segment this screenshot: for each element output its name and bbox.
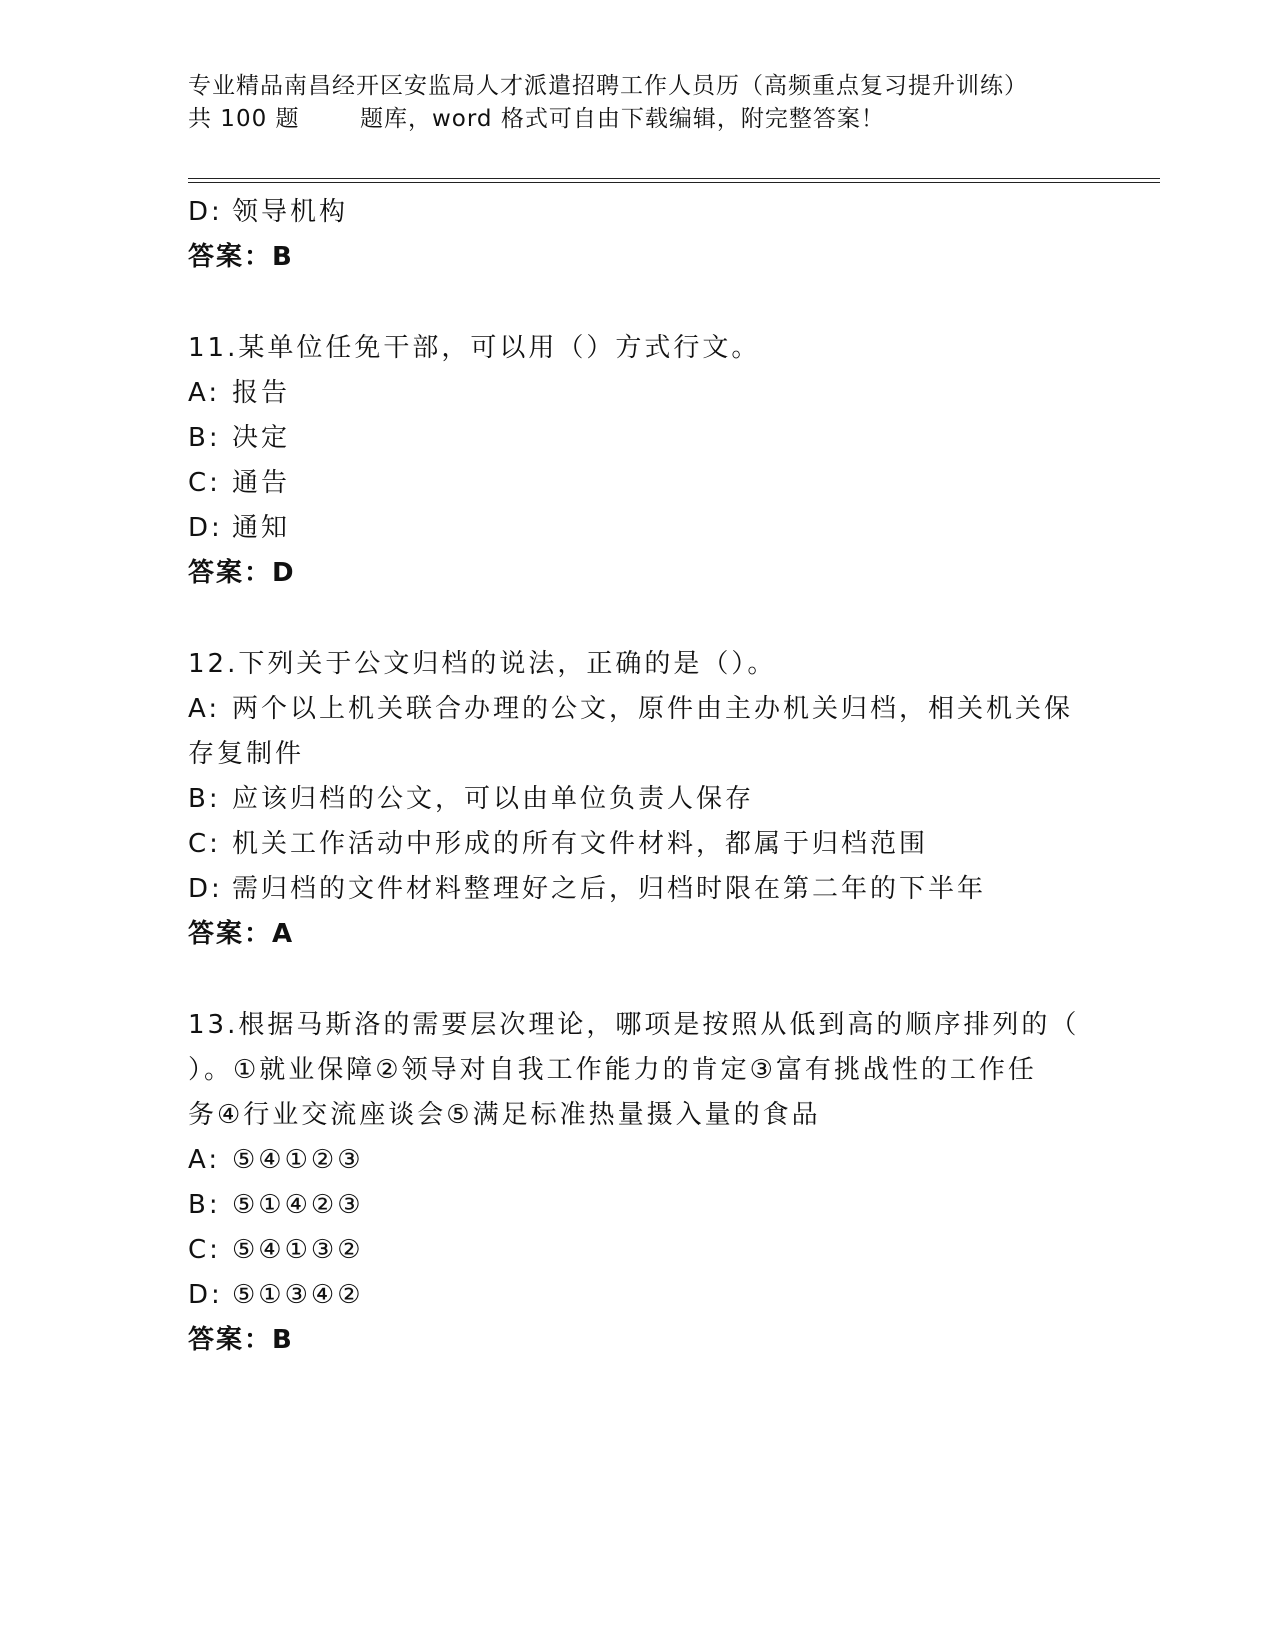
- question-title: 11.某单位任免干部，可以用（）方式行文。: [188, 333, 761, 363]
- option-text: ⑤④①②③: [232, 1145, 364, 1175]
- option-d: [188, 1273, 1088, 1318]
- question-count: 共 100 题: [188, 106, 300, 132]
- question-12: [188, 642, 1088, 957]
- option-b: [188, 416, 1088, 461]
- document-header: [188, 70, 1088, 136]
- option-c: [188, 1228, 1088, 1273]
- answer: 答案：D: [188, 558, 296, 588]
- option-text: 应该归档的公文，可以由单位负责人保存: [232, 784, 755, 814]
- option-text: 报告: [232, 378, 291, 408]
- option-c: [188, 461, 1088, 506]
- answer: 答案：B: [188, 242, 294, 272]
- option-label: D:: [188, 513, 223, 543]
- option-b: [188, 777, 1088, 822]
- option-text: 两个以上机关联合办理的公文，原件由主办机关归档，相关机关保: [232, 694, 1074, 724]
- header-description: 题库，word 格式可自由下载编辑，附完整答案！: [360, 106, 885, 132]
- option-a-continuation: 存复制件: [188, 739, 305, 769]
- option-label: D:: [188, 1280, 223, 1310]
- header-title: 专业精品南昌经开区安监局人才派遣招聘工作人员历（高频重点复习提升训练）: [188, 73, 1028, 99]
- option-text: 通知: [232, 513, 291, 543]
- question-list: [188, 190, 1088, 1363]
- question-title: 13.根据马斯洛的需要层次理论，哪项是按照从低到高的顺序排列的（: [188, 1010, 1080, 1040]
- option-c: [188, 822, 1088, 867]
- option-text: ⑤①④②③: [232, 1190, 364, 1220]
- option-label: D:: [188, 874, 223, 904]
- option-label: A:: [188, 694, 221, 724]
- answer: 答案：B: [188, 1325, 294, 1355]
- question-title-continuation: ）。①就业保障②领导对自我工作能力的肯定③富有挑战性的工作任: [188, 1055, 1037, 1085]
- option-label: B:: [188, 784, 221, 814]
- option-label: B:: [188, 423, 221, 453]
- spacer: [188, 957, 1088, 1003]
- question-13: [188, 1003, 1088, 1363]
- spacer: [188, 280, 1088, 326]
- option-label: A:: [188, 378, 221, 408]
- question-10-tail: [188, 190, 1088, 280]
- option-text: 需归档的文件材料整理好之后，归档时限在第二年的下半年: [232, 874, 987, 904]
- option-d: [188, 506, 1088, 551]
- answer: 答案：A: [188, 919, 295, 949]
- option-text: ⑤④①③②: [232, 1235, 364, 1265]
- option-a: [188, 371, 1088, 416]
- option-label: C:: [188, 829, 221, 859]
- option-d: [188, 190, 1088, 235]
- option-text: 通告: [232, 468, 291, 498]
- header-subtitle: [188, 103, 1088, 136]
- option-label: C:: [188, 468, 221, 498]
- option-b: [188, 1183, 1088, 1228]
- question-title: 12.下列关于公文归档的说法，正确的是（）。: [188, 649, 777, 679]
- option-label: C:: [188, 1235, 221, 1265]
- option-d: [188, 867, 1088, 912]
- option-a: [188, 1138, 1088, 1183]
- option-text: 决定: [232, 423, 291, 453]
- option-text: 机关工作活动中形成的所有文件材料，都属于归档范围: [232, 829, 929, 859]
- option-label: A:: [188, 1145, 221, 1175]
- option-label: D:: [188, 197, 223, 227]
- option-label: B:: [188, 1190, 221, 1220]
- header-divider-bottom: [188, 182, 1160, 183]
- option-text: 领导机构: [232, 197, 349, 227]
- question-title-continuation: 务④行业交流座谈会⑤满足标准热量摄入量的食品: [188, 1100, 821, 1130]
- header-divider-top: [188, 178, 1160, 179]
- question-11: [188, 326, 1088, 596]
- option-a: [188, 687, 1088, 732]
- option-text: ⑤①③④②: [232, 1280, 364, 1310]
- spacer: [188, 596, 1088, 642]
